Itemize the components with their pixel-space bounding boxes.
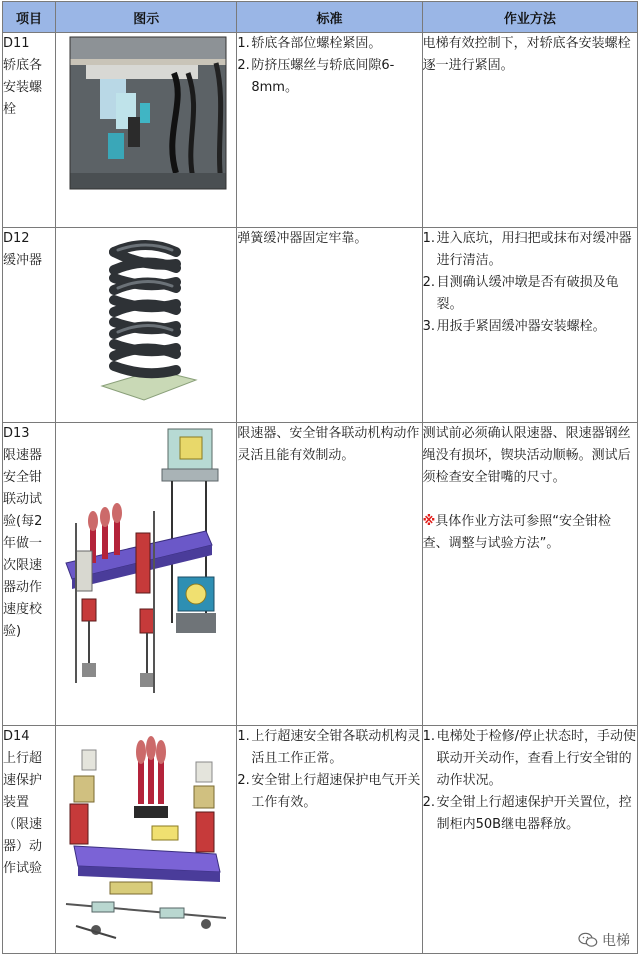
standard-cell — [237, 228, 422, 423]
method-note — [423, 511, 637, 555]
image-cell — [56, 423, 237, 726]
table-row — [3, 726, 638, 954]
standard-text: 限速器、安全钳各联动机构动作灵活且能有效制动。 — [237, 426, 420, 463]
car-bottom-bolts-photo — [56, 33, 237, 227]
item-code: D11 — [3, 36, 30, 51]
method-cell — [422, 228, 637, 423]
item-name: 上行超 速保护 装置 （限速 器）动 作试验 — [3, 751, 43, 876]
standard-text: 安全钳上行超速保护电气开关工作有效。 — [251, 773, 421, 810]
ascending-overspeed-protection-diagram — [56, 726, 237, 952]
list-item: 2. 防挤压螺丝与轿底间隙6-8mm。 — [237, 58, 395, 95]
method-cell — [422, 726, 637, 954]
item-name: 轿底各 安装螺 栓 — [3, 58, 43, 117]
table-row — [3, 423, 638, 726]
item-name: 限速器 安全钳 联动试 验(每2 年做一 次限速 器动作 速度校 验) — [3, 448, 43, 639]
standard-cell — [237, 423, 422, 726]
header-image: 图示 — [56, 2, 237, 33]
method-text: 用扳手紧固缓冲器安装螺栓。 — [436, 319, 606, 334]
table-row — [3, 228, 638, 423]
image-cell — [56, 33, 237, 228]
wechat-icon — [578, 932, 598, 948]
inspection-table — [2, 1, 638, 954]
method-text: 安全钳上行超速保护开关置位，控制柜内50B继电器释放。 — [436, 795, 632, 832]
method-text: 电梯有效控制下，对轿底各安装螺栓逐一进行紧固。 — [422, 36, 631, 73]
item-code: D13 — [3, 426, 30, 441]
list-item: 2. 安全钳上行超速保护开关置位，控制柜内50B继电器释放。 — [422, 795, 632, 832]
header-row — [3, 2, 638, 33]
standard-cell — [237, 726, 422, 954]
list-item: 1. 上行超速安全钳各联动机构灵活且工作正常。 — [237, 729, 421, 766]
item-cell — [3, 726, 56, 954]
method-text: 目测确认缓冲墩是否有破损及龟裂。 — [436, 275, 619, 312]
table-row — [3, 33, 638, 228]
header-item: 项目 — [3, 2, 56, 33]
method-cell — [422, 33, 637, 228]
item-code: D12 — [3, 231, 30, 246]
standard-text: 弹簧缓冲器固定牢靠。 — [237, 231, 368, 246]
method-text: 电梯处于检修/停止状态时，手动使联动开关动作，查看上行安全钳的动作状况。 — [436, 729, 637, 788]
header-method: 作业方法 — [422, 2, 637, 33]
note-mark: ※ — [422, 514, 436, 529]
spring-buffer-illustration — [56, 228, 237, 422]
item-code: D14 — [3, 729, 30, 744]
list-item: 3. 用扳手紧固缓冲器安装螺栓。 — [422, 319, 606, 334]
header-standard: 标准 — [237, 2, 422, 33]
note-text: 具体作业方法可参照“安全钳检查、调整与试验方法”。 — [422, 514, 612, 551]
method-text: 进入底坑，用扫把或抹布对缓冲器进行清洁。 — [436, 231, 632, 268]
standard-text: 轿底各部位螺栓紧固。 — [251, 36, 382, 51]
list-item: 1. 轿底各部位螺栓紧固。 — [237, 36, 382, 51]
method-cell — [422, 423, 637, 726]
list-item: 1. 电梯处于检修/停止状态时，手动使联动开关动作，查看上行安全钳的动作状况。 — [422, 729, 637, 788]
item-cell — [3, 228, 56, 423]
image-cell — [56, 726, 237, 954]
standard-text: 防挤压螺丝与轿底间隙6-8mm。 — [251, 58, 395, 95]
item-cell — [3, 33, 56, 228]
standard-text: 上行超速安全钳各联动机构灵活且工作正常。 — [251, 729, 421, 766]
item-name: 缓冲器 — [3, 253, 43, 268]
list-item: 2. 目测确认缓冲墩是否有破损及龟裂。 — [422, 275, 619, 312]
item-cell — [3, 423, 56, 726]
standard-cell — [237, 33, 422, 228]
method-text: 测试前必须确认限速器、限速器钢丝绳没有损坏，锲块活动顺畅。测试后须检查安全钳嘴的尺寸。 — [422, 426, 631, 485]
image-cell — [56, 228, 237, 423]
watermark-text: 电梯 — [602, 933, 630, 949]
list-item: 2. 安全钳上行超速保护电气开关工作有效。 — [237, 773, 421, 810]
watermark — [578, 930, 630, 950]
overspeed-governor-safety-gear-diagram — [56, 423, 237, 723]
list-item: 1. 进入底坑，用扫把或抹布对缓冲器进行清洁。 — [422, 231, 632, 268]
